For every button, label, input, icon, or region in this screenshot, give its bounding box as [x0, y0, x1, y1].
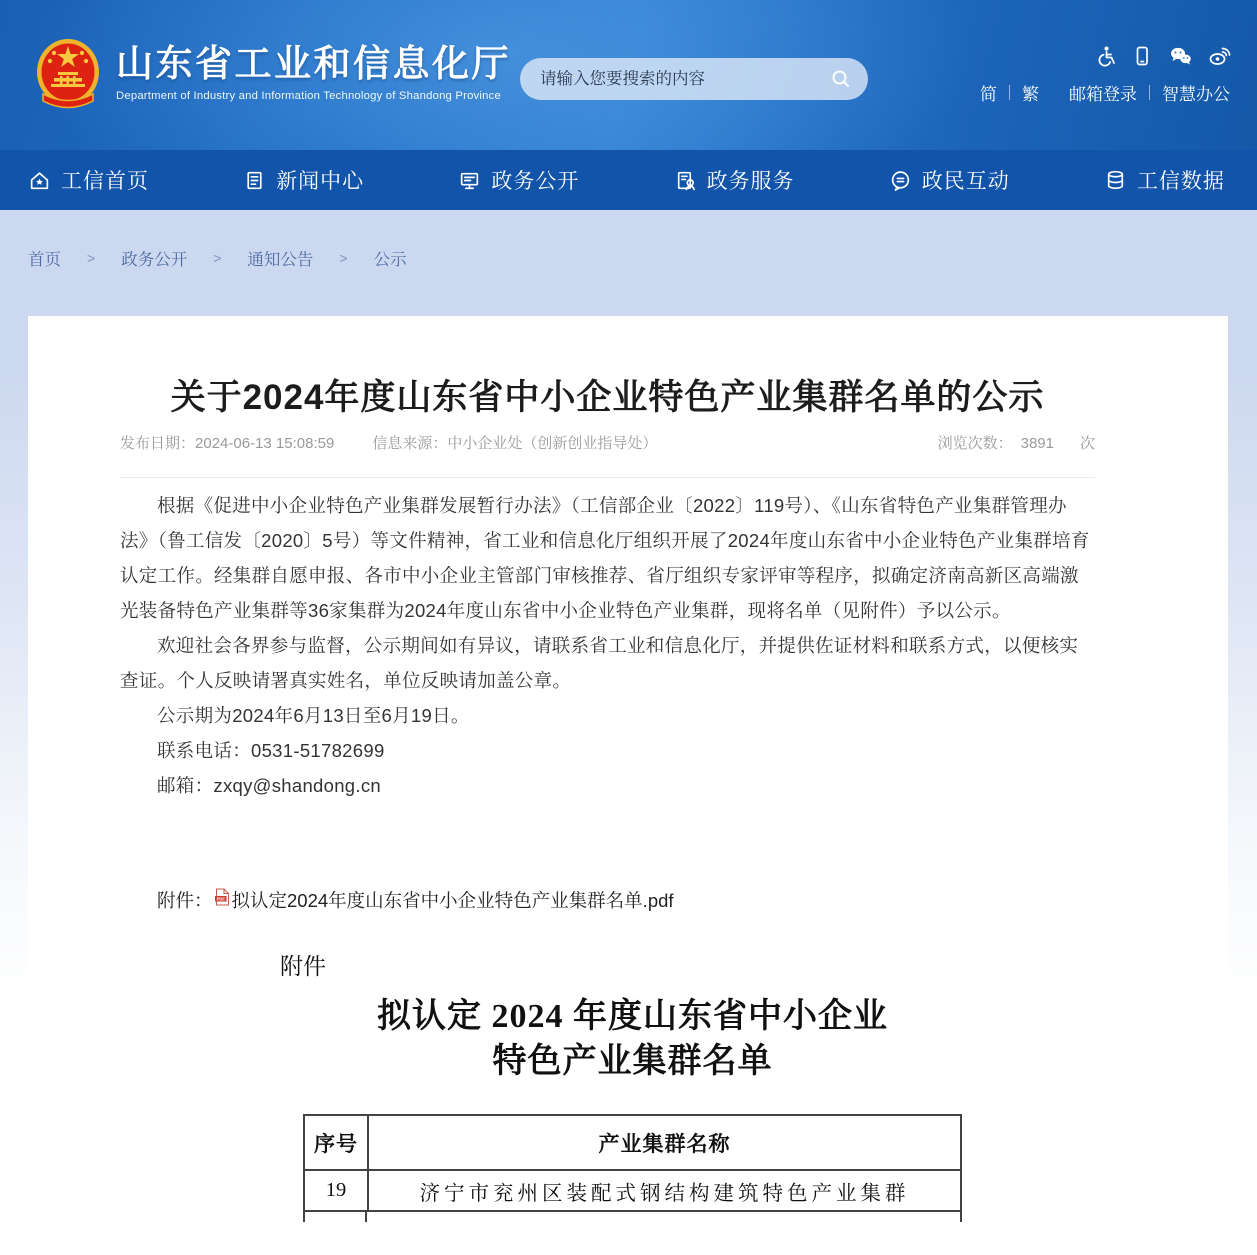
link-mail-login[interactable]: 邮箱登录 — [1069, 85, 1137, 104]
nav-item-data[interactable] — [1104, 165, 1225, 195]
search-icon[interactable] — [830, 68, 852, 90]
page-title: 关于2024年度山东省中小企业特色产业集群名单的公示 — [170, 378, 1045, 417]
paragraph: 根据《促进中小企业特色产业集群发展暂行办法》（工信部企业〔2022〕119号）、《山东省特色产业集群管理办法》（鲁工信发〔2020〕5号）等文件精神，省工业和信息化厅组织开展了2024年度山东省中小企业特色产业集群培育认定工作。经集群自愿申报、各市中小企业主管部门审核推荐、省厅组织专家评审等程序，拟确定济南高新区高端激光装备特色产业集群等36家集群为2024年度山东省中小企业特色产业集群，现将名单（见附件）予以公示。 — [120, 495, 1090, 621]
attachment-label: 附件： — [157, 890, 213, 911]
news-icon — [243, 169, 266, 192]
site-logo[interactable] — [35, 36, 511, 110]
cluster-table — [303, 1114, 962, 1212]
main-nav — [0, 150, 1257, 210]
view-count — [938, 435, 1095, 453]
views-label: 浏览次数： — [937, 435, 1013, 452]
doc-title-line2: 特色产业集群名单 — [492, 1043, 773, 1080]
site-header — [0, 0, 1257, 150]
nav-label: 政务公开 — [491, 170, 580, 193]
attachment-file-link[interactable]: 拟认定2024年度山东省中小企业特色产业集群名单.pdf — [231, 890, 674, 911]
views-unit: 次 — [1079, 435, 1095, 452]
col-header-no: 序号 — [304, 1115, 368, 1170]
attachment-row — [120, 887, 1095, 913]
article-card — [28, 316, 1228, 1231]
link-traditional[interactable]: 繁 — [1022, 85, 1039, 104]
search-box[interactable] — [520, 58, 868, 100]
breadcrumb-current[interactable]: 公示 — [373, 251, 407, 269]
nav-label: 新闻中心 — [276, 170, 365, 193]
nav-item-gov-service[interactable] — [674, 165, 795, 195]
table-header-row — [304, 1115, 961, 1170]
nav-item-news[interactable] — [243, 165, 364, 195]
article-body — [120, 488, 1095, 803]
home-icon — [28, 169, 51, 192]
pdf-icon — [215, 888, 230, 906]
paragraph: 联系电话：0531-51782699 — [157, 740, 385, 761]
col-header-name: 产业集群名称 — [368, 1115, 961, 1170]
search-input[interactable] — [540, 70, 830, 89]
cell-name: 济宁市兖州区装配式钢结构建筑特色产业集群 — [368, 1170, 961, 1211]
publish-date: 发布日期：2024-06-13 15:08:59 — [120, 435, 335, 452]
nav-label: 政民互动 — [921, 170, 1010, 193]
weibo-icon[interactable] — [1208, 45, 1232, 67]
nav-item-gov-open[interactable] — [458, 165, 579, 195]
site-title-block — [116, 44, 511, 103]
interaction-icon — [889, 169, 912, 192]
link-simplified[interactable]: 简 — [980, 85, 997, 104]
header-icon-row — [1094, 45, 1232, 67]
nav-label: 工信首页 — [61, 170, 149, 193]
gov-open-icon — [458, 169, 481, 192]
article-meta — [120, 435, 1095, 478]
national-emblem-icon — [35, 36, 101, 110]
breadcrumb-notices[interactable]: 通知公告 — [247, 251, 314, 269]
nav-item-interaction[interactable] — [889, 165, 1010, 195]
breadcrumb-separator: > — [339, 250, 348, 266]
data-icon — [1104, 169, 1127, 192]
link-smart-office[interactable]: 智慧办公 — [1162, 85, 1230, 104]
attachment-document — [120, 955, 1095, 1222]
divider — [1009, 85, 1010, 100]
views-value: 3891 — [1020, 435, 1054, 452]
paragraph: 邮箱：zxqy@shandong.cn — [157, 775, 381, 796]
breadcrumb-gov-open[interactable]: 政务公开 — [121, 251, 188, 269]
doc-title — [303, 994, 962, 1084]
table-row — [304, 1170, 961, 1211]
accessibility-icon[interactable] — [1094, 45, 1116, 67]
meta-left — [120, 435, 657, 453]
wechat-icon[interactable] — [1168, 45, 1193, 67]
info-source: 信息来源：中小企业处（创新创业指导处） — [372, 435, 658, 452]
breadcrumb-home[interactable]: 首页 — [28, 251, 61, 269]
divider — [1149, 85, 1150, 100]
breadcrumb-separator: > — [213, 250, 222, 266]
header-quick-links — [980, 80, 1230, 105]
doc-title-line1: 拟认定 2024 年度山东省中小企业 — [377, 998, 888, 1035]
breadcrumb-separator: > — [87, 250, 96, 266]
paragraph: 欢迎社会各界参与监督，公示期间如有异议，请联系省工业和信息化厅，并提供佐证材料和联系方式，以便核实查证。个人反映请署真实姓名，单位反映请加盖公章。 — [120, 635, 1079, 691]
mobile-icon[interactable] — [1131, 45, 1153, 67]
doc-heading: 附件 — [280, 954, 326, 979]
table-partial-next-row — [303, 1212, 962, 1222]
site-title: 山东省工业和信息化厅 — [116, 42, 511, 84]
cell-no: 19 — [304, 1170, 368, 1211]
nav-label: 工信数据 — [1136, 170, 1225, 193]
site-subtitle: Department of Industry and Information Technology of Shandong Province — [116, 90, 501, 103]
breadcrumb — [0, 210, 1257, 270]
nav-label: 政务服务 — [706, 170, 795, 193]
nav-item-home[interactable] — [28, 165, 149, 195]
paragraph: 公示期为2024年6月13日至6月19日。 — [157, 705, 470, 726]
gov-service-icon — [674, 169, 697, 192]
svg-text:PDF: PDF — [216, 896, 225, 902]
